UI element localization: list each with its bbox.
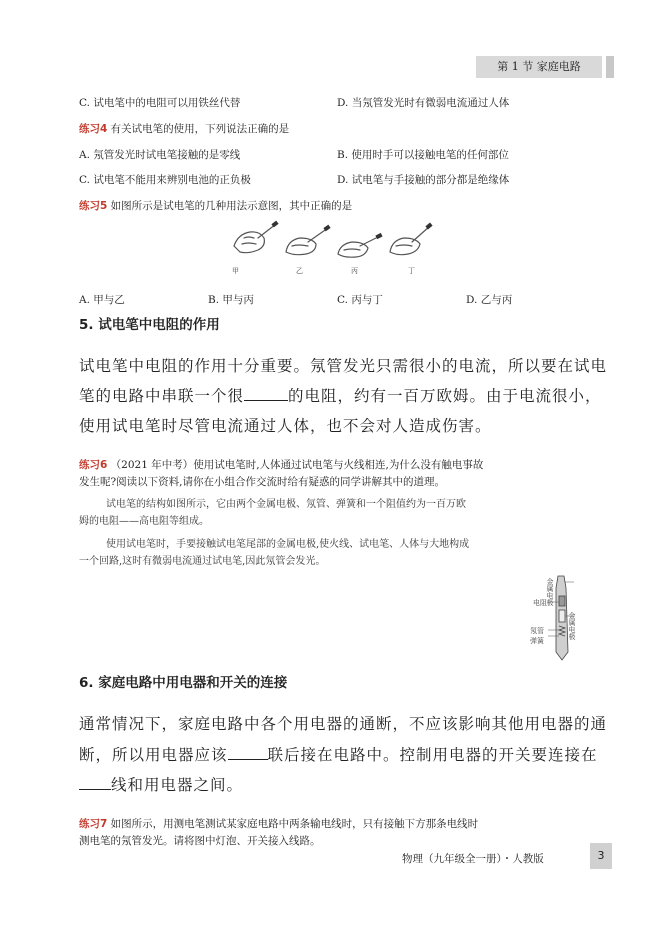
ex5-fig-label-bing: 丙 (351, 267, 358, 275)
section5-line1: 试电笔中电阻的作用十分重要。氖管发光只需很小的电流，所以要在试电 (79, 357, 608, 375)
ex6-para2-line2: 一个回路,这时有微弱电流通过试电笔,因此氖管会发光。 (79, 556, 326, 567)
ex5-fig-label-yi: 乙 (296, 267, 303, 275)
tester-label-resistor: 电阻 (533, 599, 547, 607)
tester-structure-figure (524, 572, 594, 662)
ex4-label: 练习4 (79, 123, 108, 135)
section6-line2 (79, 740, 598, 770)
section5-fill-blank[interactable] (244, 386, 288, 401)
section5-line2-pre: 笔的电路中串联一个很 (79, 387, 245, 405)
ex6-label: 练习6 (79, 459, 108, 471)
ex5-figure (228, 216, 438, 276)
ex5-label: 练习5 (79, 200, 108, 212)
section5-line2 (79, 381, 602, 411)
ex6-para1-line1: 试电笔的结构如图所示，它由两个金属电极、氖管、弹簧和一个阻值约为一百万欧 (106, 499, 466, 510)
ex3-option-c: C. 试电笔中的电阻可以用铁丝代替 (79, 97, 241, 109)
tester-label-neon: 氖管 (530, 627, 544, 635)
ex4-option-d: D. 试电笔与手接触的部分都是绝缘体 (337, 174, 510, 186)
ex4-question-text: 有关试电笔的使用，下列说法正确的是 (110, 123, 290, 135)
section5-line2-post: 的电阻，约有一百万欧姆。由于电流很小， (288, 387, 602, 405)
ex4-option-c: C. 试电笔不能用来辨别电池的正负极 (79, 174, 251, 186)
ex6-question-line1 (79, 458, 483, 472)
tester-label-electrode-top: 金属电极 (546, 578, 554, 606)
ex5-option-b: B. 甲与丙 (208, 294, 254, 306)
section5-title: 5. 试电笔中电阻的作用 (79, 317, 220, 333)
ex6-para2-line1: 使用试电笔时，手要接触试电笔尾部的金属电极,使火线、试电笔、人体与大地构成 (106, 539, 470, 550)
ex7-question-line2: 测电笔的氖管发光。请将图中灯泡、开关接入线路。 (79, 835, 321, 847)
ex7-question-line1 (79, 817, 478, 831)
ex5-question-text: 如图所示是试电笔的几种用法示意图，其中正确的是 (110, 200, 353, 212)
ex6-question-text1: （2021 年中考）使用试电笔时,人体通过试电笔与火线相连,为什么没有触电事故 (110, 459, 484, 471)
ex7-label: 练习7 (79, 818, 108, 830)
ex5-option-a: A. 甲与乙 (79, 294, 125, 306)
section6-fill-blank-1[interactable] (228, 745, 268, 760)
section5-line3: 使用试电笔时尽管电流通过人体，也不会对人造成伤害。 (79, 417, 492, 435)
tester-label-spring: 弹簧 (530, 637, 544, 645)
section6-line2-post: 联后接在电路中。控制用电器的开关要连接在 (267, 746, 598, 764)
header-accent-bar (606, 56, 614, 78)
page-number: 3 (590, 843, 612, 869)
section6-fill-blank-2[interactable] (79, 775, 111, 790)
section6-line3 (79, 770, 243, 800)
tester-hands-illustration (228, 216, 438, 276)
ex7-question-text1: 如图所示，用测电笔测试某家庭电路中两条输电线时，只有接触下方那条电线时 (110, 818, 479, 830)
ex4-option-b: B. 使用时手可以接触电笔的任何部位 (337, 149, 509, 161)
section6-line2-pre: 断，所以用电器应该 (79, 746, 228, 764)
tester-label-electrode-bottom: 金属电极 (568, 612, 576, 640)
ex4-question (79, 122, 289, 136)
ex5-option-c: C. 丙与丁 (337, 294, 383, 306)
section6-line3-post: 线和用电器之间。 (111, 776, 244, 794)
ex5-option-d: D. 乙与丙 (466, 294, 513, 306)
chapter-header: 第 1 节 家庭电路 (476, 56, 602, 78)
tester-diagram (524, 572, 594, 662)
section6-title: 6. 家庭电路中用电器和开关的连接 (79, 675, 288, 691)
ex6-question-line2: 发生呢?阅读以下资料,请你在小组合作交流时给有疑惑的同学讲解其中的道理。 (79, 476, 445, 488)
footer-book-title: 物理（九年级全一册）・人教版 (402, 853, 544, 865)
ex5-fig-label-jia: 甲 (232, 267, 239, 275)
ex5-fig-label-ding: 丁 (408, 267, 415, 275)
ex6-para1-line2: 姆的电阻——高电阻等组成。 (79, 516, 209, 527)
ex4-option-a: A. 氖管发光时试电笔接触的是零线 (79, 149, 241, 161)
section6-line1: 通常情况下，家庭电路中各个用电器的通断，不应该影响其他用电器的通 (79, 715, 608, 733)
ex3-option-d: D. 当氖管发光时有微弱电流通过人体 (337, 97, 510, 109)
ex5-question (79, 199, 352, 213)
